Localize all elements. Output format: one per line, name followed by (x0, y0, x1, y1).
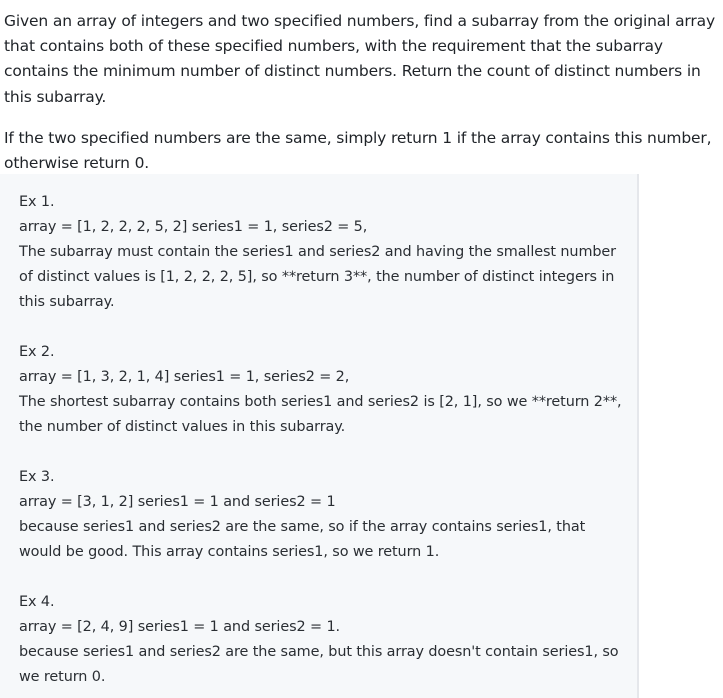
description-paragraph-1: Given an array of integers and two specified numbers, find a subarray from the original array that contains both of these specified numbers, with the requirement that the subarray contains the minimum number of distinct numbers. Return the count of distinct numbers in this subarray. (4, 12, 715, 106)
example-explanation: The subarray must contain the series1 and series2 and having the smallest number of distinct values is [1, 2, 2, 2, 5], so **return 3**, the number of distinct integers in this subarray. (19, 244, 616, 310)
problem-description (4, 9, 716, 176)
example-title: Ex 4. (19, 594, 55, 610)
example-1 (19, 190, 631, 315)
examples-content (19, 190, 631, 690)
example-3 (19, 465, 631, 565)
example-input: array = [3, 1, 2] series1 = 1 and series2 = 1 (19, 494, 336, 510)
example-title: Ex 2. (19, 344, 55, 360)
example-title: Ex 3. (19, 469, 55, 485)
description-paragraph-2: If the two specified numbers are the same, simply return 1 if the array contains this number, otherwise return 0. (4, 128, 712, 173)
example-explanation: The shortest subarray contains both series1 and series2 is [2, 1], so we **return 2**, the number of distinct values in this subarray. (19, 394, 622, 435)
examples-block (0, 174, 639, 698)
example-input: array = [1, 2, 2, 2, 5, 2] series1 = 1, series2 = 5, (19, 219, 368, 235)
example-input: array = [2, 4, 9] series1 = 1 and series2 = 1. (19, 619, 340, 635)
example-title: Ex 1. (19, 194, 55, 210)
example-4 (19, 590, 631, 690)
example-explanation: because series1 and series2 are the same, so if the array contains series1, that would be good. This array contains series1, so we return 1. (19, 519, 586, 560)
example-2 (19, 340, 631, 440)
example-explanation: because series1 and series2 are the same, but this array doesn't contain series1, so we return 0. (19, 644, 619, 685)
example-input: array = [1, 3, 2, 1, 4] series1 = 1, series2 = 2, (19, 369, 350, 385)
